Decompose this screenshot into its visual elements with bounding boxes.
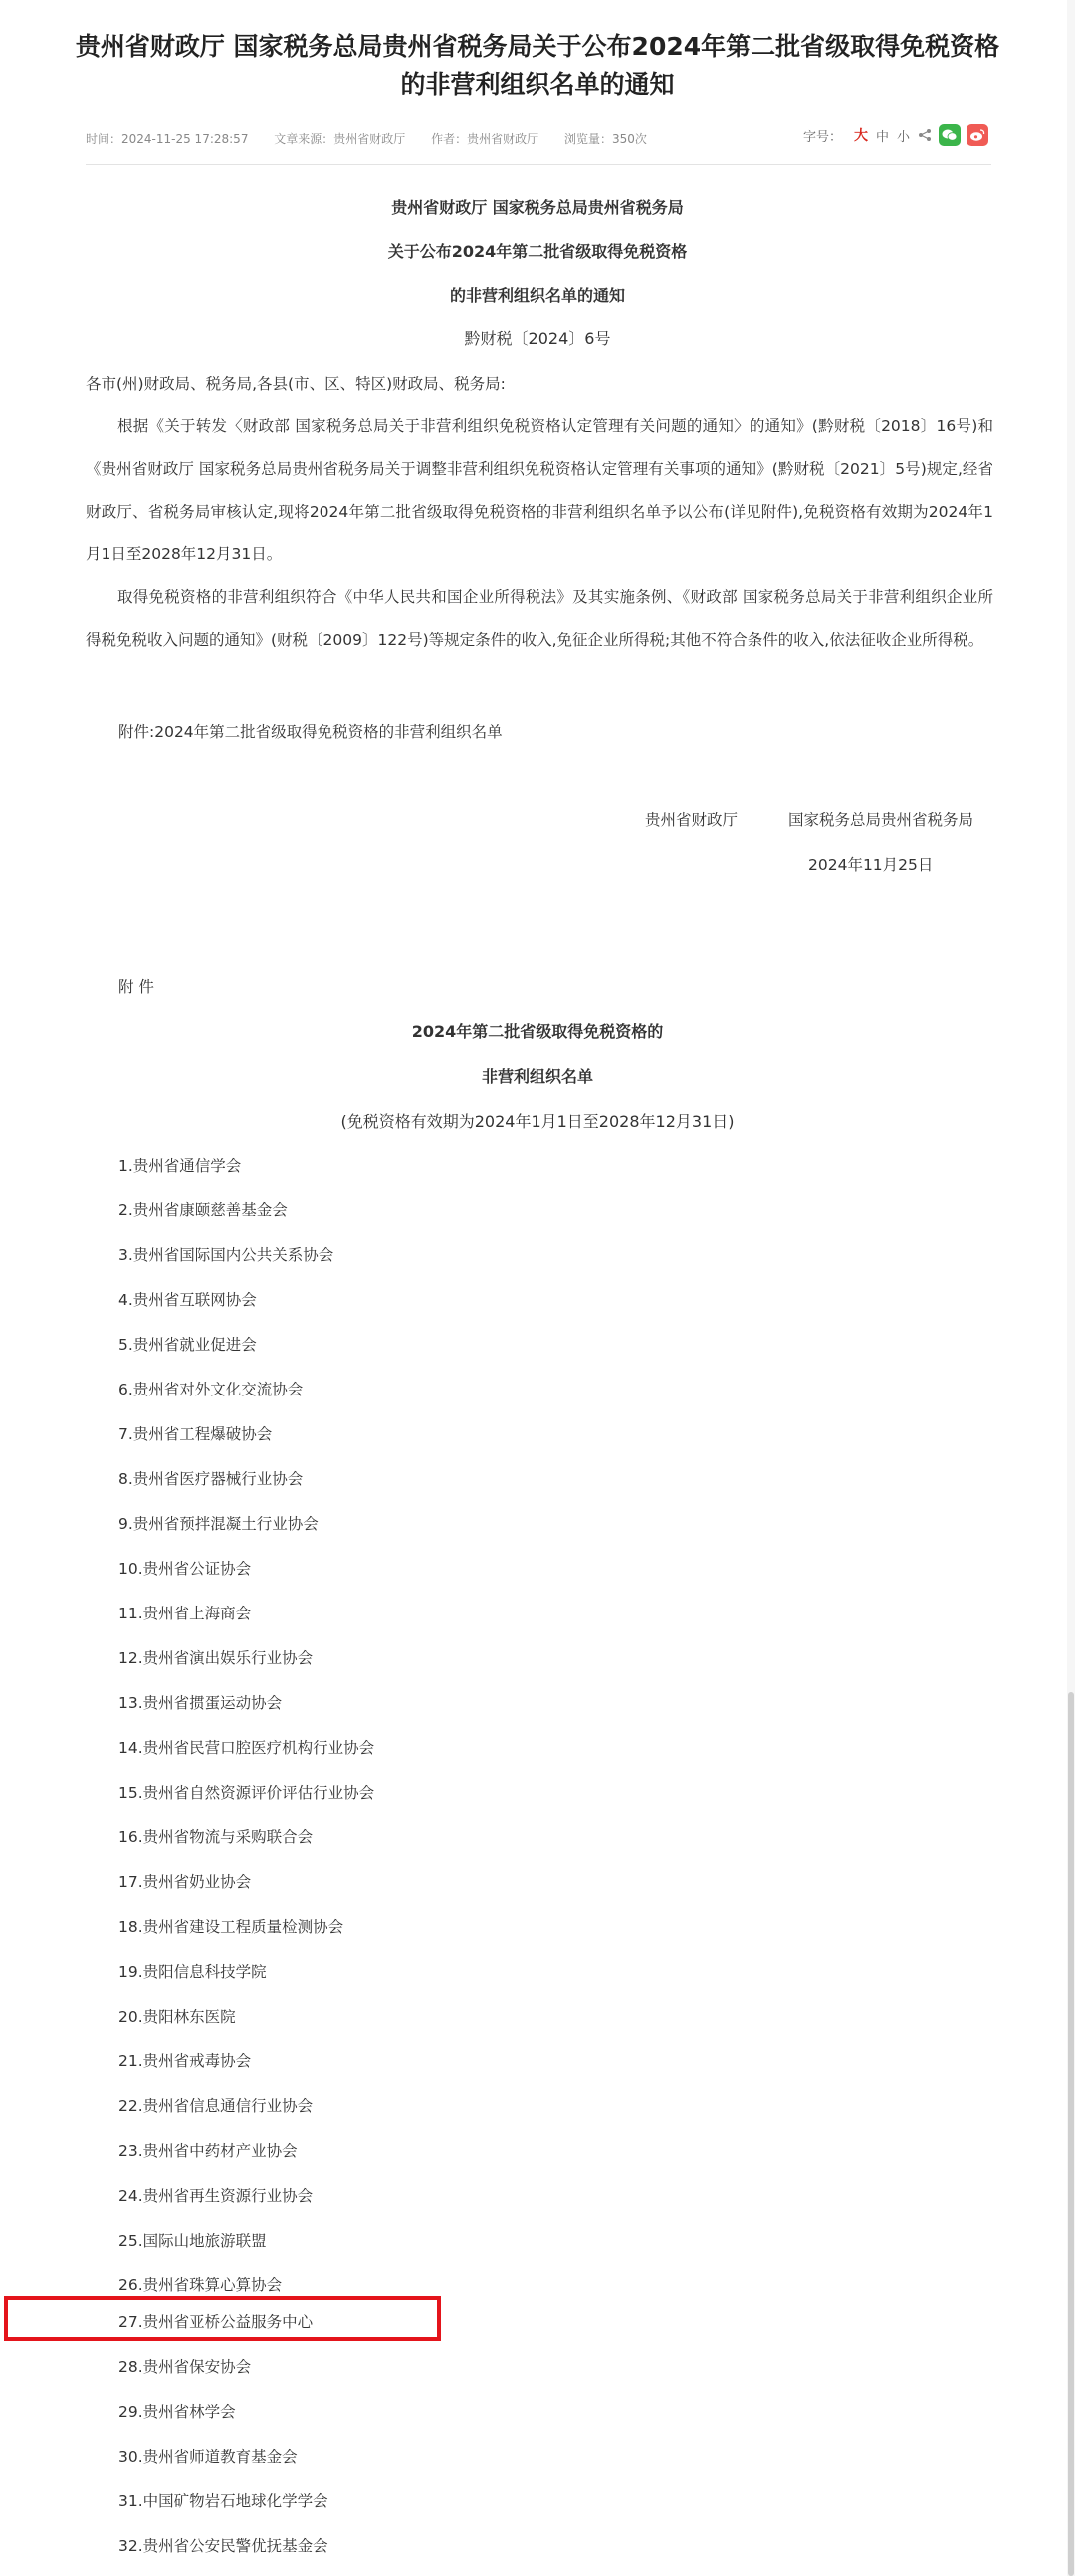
- font-size-label: 字号：: [802, 129, 842, 145]
- list-item: 20.贵阳林东医院: [118, 2008, 236, 2026]
- list-item: 32.贵州省公安民警优抚基金会: [118, 2537, 328, 2555]
- list-item: 29.贵州省林学会: [118, 2403, 236, 2421]
- list-item: 10.贵州省公证协会: [118, 1560, 252, 1578]
- list-item: 3.贵州省国际国内公共关系协会: [118, 1246, 334, 1264]
- scrollbar-track[interactable]: [1067, 0, 1075, 2576]
- wechat-icon[interactable]: [939, 124, 961, 146]
- list-item: 17.贵州省奶业协会: [118, 1873, 252, 1891]
- list-item-highlighted: 27.贵州省亚桥公益服务中心: [118, 2313, 314, 2331]
- sign-date: 2024年11月25日: [808, 856, 934, 874]
- list-item: 19.贵阳信息科技学院: [118, 1963, 267, 1981]
- list-item: 13.贵州省掼蛋运动协会: [118, 1694, 283, 1712]
- font-size-large-button[interactable]: 大: [853, 128, 868, 144]
- paragraph-2: 取得免税资格的非营利组织符合《中华人民共和国企业所得税法》及其实施条例、《财政部 国家税务总局关于非营利组织企业所得税免税收入问题的通知》(财税〔2009〕122号)等规定条件的收入,免征企业所得税;其他不符合条件的收入,依法征收企业所得税。: [86, 588, 993, 649]
- doc-header-line3: 的非营利组织名单的通知: [449, 286, 625, 305]
- annex-label: 附 件: [118, 978, 154, 996]
- scrollbar-thumb[interactable]: [1068, 1692, 1074, 2576]
- list-item: 28.贵州省保安协会: [118, 2358, 252, 2376]
- highlight-box: [4, 2296, 441, 2341]
- list-item: 1.贵州省通信学会: [118, 1157, 242, 1175]
- share-icon[interactable]: [918, 128, 932, 142]
- font-size-small-button[interactable]: 小: [896, 129, 910, 145]
- list-item: 26.贵州省珠算心算协会: [118, 2276, 283, 2294]
- list-item: 18.贵州省建设工程质量检测协会: [118, 1918, 344, 1936]
- list-item: 16.贵州省物流与采购联合会: [118, 1828, 314, 1846]
- list-item: 25.国际山地旅游联盟: [118, 2232, 267, 2250]
- doc-header-line2: 关于公布2024年第二批省级取得免税资格: [387, 242, 688, 261]
- font-size-toolbar: [803, 124, 991, 146]
- annex-title-line2: 非营利组织名单: [481, 1067, 593, 1086]
- article-meta: [86, 130, 669, 147]
- meta-source: 文章来源：贵州省财政厅: [274, 132, 406, 146]
- salutation: 各市(州)财政局、税务局,各县(市、区、特区)财政局、税务局:: [86, 375, 506, 393]
- list-item: 7.贵州省工程爆破协会: [118, 1425, 273, 1443]
- meta-author: 作者：贵州省财政厅: [431, 132, 539, 146]
- weibo-icon[interactable]: [967, 124, 988, 146]
- paragraph-1: 根据《关于转发〈财政部 国家税务总局关于非营利组织免税资格认定管理有关问题的通知〉的通知》(黔财税〔2018〕16号)和《贵州省财政厅 国家税务总局贵州省税务局关于调整非营利组织免税资格认定管理有关事项的通知》(黔财税〔2021〕5号)规定,经省财政厅、省税务局审核认定,现将2024年第二批省级取得免税资格的非营利组织名单予以公布(详见附件),免税资格有效期为2024年1月1日至2028年12月31日。: [86, 417, 993, 563]
- article-title: 贵州省财政厅 国家税务总局贵州省税务局关于公布2024年第二批省级取得免税资格的非营利组织名单的通知: [75, 32, 1000, 99]
- list-item: 9.贵州省预拌混凝土行业协会: [118, 1515, 319, 1533]
- list-item: 22.贵州省信息通信行业协会: [118, 2097, 314, 2115]
- list-item: 6.贵州省对外文化交流协会: [118, 1381, 304, 1398]
- signer-tax-bureau: 国家税务总局贵州省税务局: [788, 811, 974, 829]
- list-item: 15.贵州省自然资源评价评估行业协会: [118, 1784, 375, 1802]
- meta-views: 浏览量：350次: [563, 132, 647, 146]
- list-item: 30.贵州省师道教育基金会: [118, 2448, 298, 2466]
- meta-time: 时间：2024-11-25 17:28:57: [86, 132, 249, 146]
- attachment-note: 附件:2024年第二批省级取得免税资格的非营利组织名单: [118, 723, 503, 741]
- list-item: 21.贵州省戒毒协会: [118, 2052, 252, 2070]
- font-size-medium-button[interactable]: 中: [875, 129, 889, 145]
- list-item: 23.贵州省中药材产业协会: [118, 2142, 298, 2160]
- list-item: 31.中国矿物岩石地球化学学会: [118, 2492, 328, 2510]
- list-item: 11.贵州省上海商会: [118, 1605, 252, 1622]
- list-item: 14.贵州省民营口腔医疗机构行业协会: [118, 1739, 375, 1757]
- annex-title-line1: 2024年第二批省级取得免税资格的: [411, 1022, 664, 1041]
- list-item: 24.贵州省再生资源行业协会: [118, 2187, 314, 2205]
- doc-number: 黔财税〔2024〕6号: [464, 329, 611, 348]
- doc-header-line1: 贵州省财政厅 国家税务总局贵州省税务局: [391, 198, 684, 217]
- list-item: 2.贵州省康颐慈善基金会: [118, 1201, 288, 1219]
- header-divider: [86, 164, 991, 165]
- list-item: 4.贵州省互联网协会: [118, 1291, 257, 1309]
- list-item: 12.贵州省演出娱乐行业协会: [118, 1649, 314, 1667]
- annex-validity: (免税资格有效期为2024年1月1日至2028年12月31日): [340, 1112, 735, 1131]
- signer-finance-dept: 贵州省财政厅: [645, 811, 739, 829]
- list-item: 8.贵州省医疗器械行业协会: [118, 1470, 304, 1488]
- list-item: 5.贵州省就业促进会: [118, 1336, 257, 1354]
